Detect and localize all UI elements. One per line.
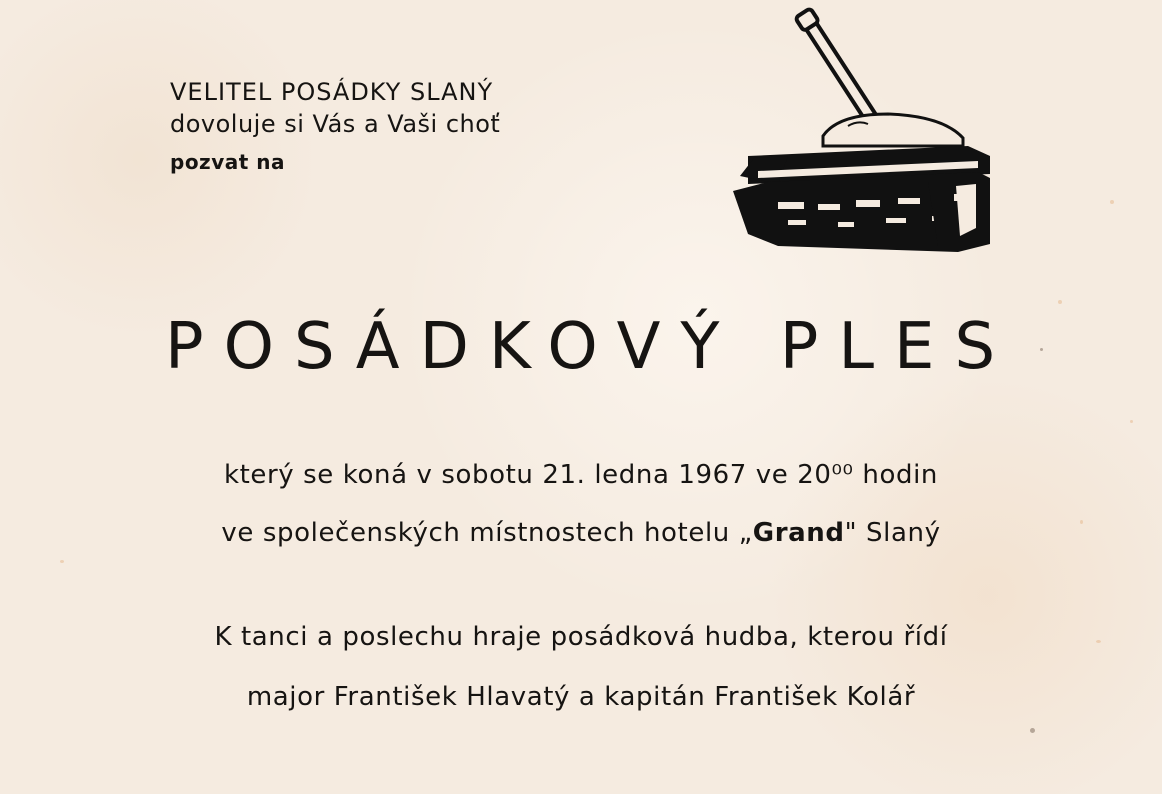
- invitation-header: [170, 76, 500, 178]
- event-venue-line: [0, 518, 1162, 548]
- paper-speck: [1040, 348, 1043, 351]
- event-title: POSÁDKOVÝ PLES: [165, 310, 1016, 384]
- music-line-1: K tanci a poslechu hraje posádková hudba, kterou řídí: [214, 622, 948, 652]
- tank-icon: [728, 6, 992, 256]
- event-venue-suffix: " Slaný: [844, 518, 941, 548]
- header-commander: VELITEL POSÁDKY SLANÝ: [170, 78, 494, 106]
- header-invite-to: pozvat na: [170, 150, 285, 174]
- paper-speck: [1130, 420, 1133, 423]
- header-invite-line: dovoluje si Vás a Vaši choť: [170, 110, 501, 138]
- paper-speck: [1030, 728, 1035, 733]
- paper-speck: [60, 560, 64, 563]
- event-venue-name: Grand: [752, 518, 845, 548]
- music-line-2: major František Hlavatý a kapitán František Kolář: [246, 682, 916, 712]
- event-date-line: který se koná v sobotu 21. ledna 1967 ve 20⁰⁰ hodin: [223, 460, 939, 490]
- event-venue-prefix: ve společenských místnostech hotelu „: [221, 518, 753, 548]
- paper-speck: [1058, 300, 1062, 304]
- paper-speck: [1110, 200, 1114, 204]
